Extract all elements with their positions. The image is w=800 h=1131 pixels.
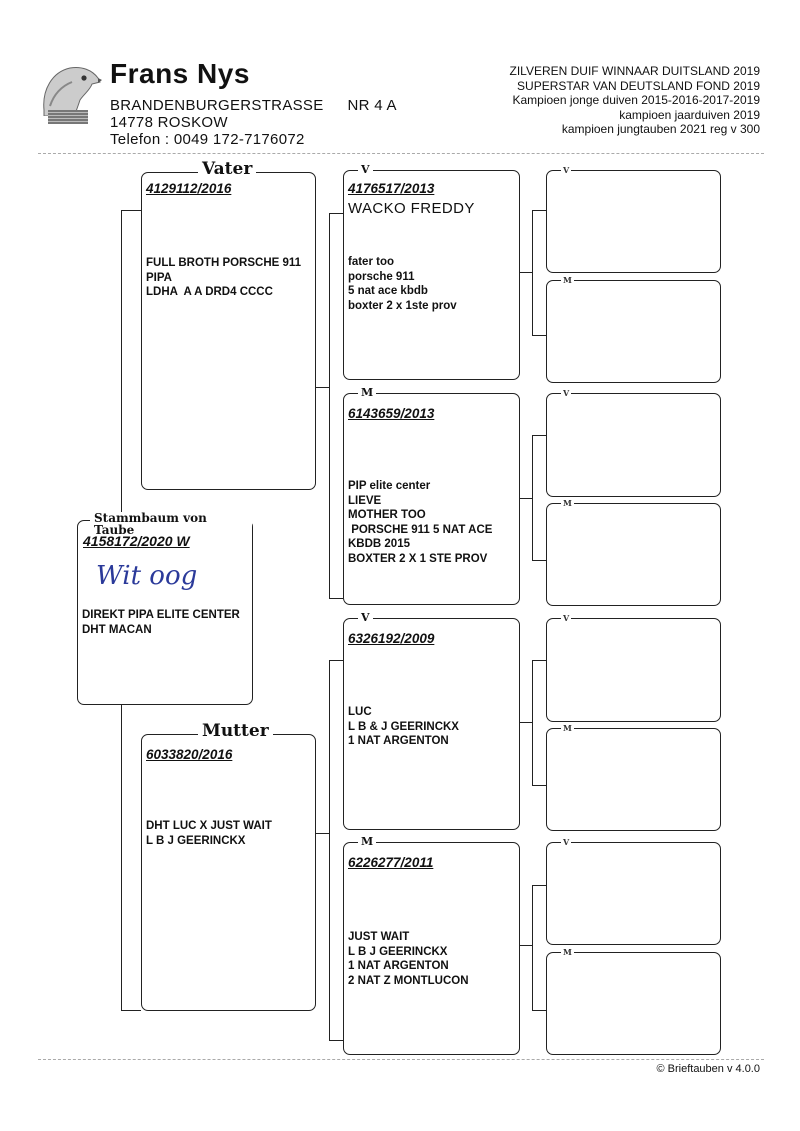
- connector-line: [329, 1040, 343, 1041]
- connector-line: [532, 435, 546, 436]
- great-grandparent-box: [546, 165, 721, 273]
- fm-ring-number: 6143659/2013: [348, 406, 435, 421]
- owner-street: [110, 97, 397, 114]
- dam-label: M: [563, 947, 572, 957]
- sire-label: V: [563, 165, 570, 175]
- sire-label: V: [563, 837, 570, 847]
- info-line: PIPA: [146, 271, 172, 284]
- ff-pigeon-name: WACKO FREDDY: [348, 200, 475, 217]
- info-line: porsche 911: [348, 270, 415, 283]
- subject-label: Stammbaum von Taube: [90, 512, 252, 536]
- great-grandparent-box: [546, 947, 721, 1055]
- info-line: MOTHER TOO: [348, 509, 426, 521]
- copyright-notice: © Brieftauben v 4.0.0: [656, 1063, 760, 1075]
- mf-ring-number: 6326192/2009: [348, 631, 435, 646]
- achievement-item: SUPERSTAR VAN DEUTSLAND FOND 2019: [517, 78, 760, 93]
- info-line: JUST WAIT: [348, 931, 410, 943]
- connector-line: [532, 660, 546, 661]
- great-grandparent-box: [546, 275, 721, 383]
- connector-line: [532, 885, 533, 1010]
- connector-line: [519, 945, 533, 946]
- info-line: L B J GEERINCKX: [348, 945, 448, 958]
- info-line: DIREKT PIPA ELITE CENTER: [82, 609, 240, 621]
- owner-city: 14778 ROSKOW: [110, 114, 228, 131]
- info-line: LIEVE: [348, 494, 382, 507]
- connector-line: [316, 387, 330, 388]
- info-line: DHT MACAN: [82, 623, 152, 636]
- connector-line: [121, 1010, 141, 1011]
- info-line: DHT LUC X JUST WAIT: [146, 820, 272, 832]
- dam-label: M: [563, 498, 572, 508]
- connector-line: [329, 660, 330, 1040]
- sire-label: V: [358, 611, 373, 624]
- connector-line: [316, 833, 330, 834]
- connector-line: [519, 272, 533, 273]
- great-grandparent-box: [546, 498, 721, 606]
- info-line: 1 NAT ARGENTON: [348, 735, 449, 747]
- dam-label: M: [563, 275, 572, 285]
- great-grandparent-box: [546, 388, 721, 497]
- info-line: KBDB 2015: [348, 538, 410, 550]
- info-line: 1 NAT ARGENTON: [348, 960, 449, 972]
- connector-line: [532, 660, 533, 785]
- info-line: LDHA A A DRD4 CCCC: [146, 286, 273, 298]
- connector-line: [121, 705, 122, 1010]
- connector-line: [532, 560, 546, 561]
- achievement-item: ZILVEREN DUIF WINNAAR DUITSLAND 2019: [509, 64, 760, 78]
- achievements-list: [440, 64, 760, 137]
- connector-line: [532, 335, 546, 336]
- connector-line: [519, 498, 533, 499]
- connector-line: [329, 598, 343, 599]
- sire-label: V: [358, 163, 373, 176]
- granddam-paternal-box: [343, 386, 520, 605]
- footer-divider: [38, 1059, 764, 1060]
- info-line: 2 NAT Z MONTLUCON: [348, 974, 469, 987]
- connector-line: [329, 660, 343, 661]
- info-line: fater too: [348, 256, 394, 268]
- connector-line: [532, 785, 546, 786]
- connector-line: [532, 210, 533, 335]
- ff-ring-number: 4176517/2013: [348, 181, 435, 196]
- father-label: Vater: [198, 161, 256, 178]
- subject-ring-number: 4158172/2020 W: [83, 533, 190, 549]
- father-box: [141, 159, 316, 490]
- mother-info: [146, 819, 272, 848]
- fm-info: [348, 479, 492, 566]
- mm-info: [348, 930, 469, 988]
- mother-ring-number: 6033820/2016: [146, 747, 233, 762]
- info-line: FULL BROTH PORSCHE 911: [146, 257, 302, 269]
- logo-bar-decoration: [48, 110, 88, 124]
- sire-label: V: [563, 613, 570, 623]
- info-line: L B J GEERINCKX: [146, 834, 246, 847]
- father-info: [146, 256, 301, 300]
- info-line: L B & J GEERINCKX: [348, 720, 459, 733]
- connector-line: [532, 435, 533, 560]
- dam-label: M: [358, 835, 376, 848]
- mother-box: [141, 721, 316, 1011]
- granddam-maternal-box: [343, 835, 520, 1055]
- subject-info: [82, 608, 240, 637]
- achievement-item: kampioen jungtauben 2021 reg v 300: [561, 122, 760, 136]
- owner-name: Frans Nys: [110, 58, 250, 89]
- achievement-item: kampioen jaarduiven 2019: [619, 107, 760, 122]
- connector-line: [532, 1010, 546, 1011]
- street-name: BRANDENBURGERSTRASSE: [110, 97, 324, 114]
- great-grandparent-box: [546, 723, 721, 831]
- ff-info: [348, 255, 457, 313]
- info-line: PORSCHE 911 5 NAT ACE: [348, 523, 493, 536]
- mother-label: Mutter: [198, 723, 273, 740]
- pigeon-head-logo-icon: [40, 60, 102, 116]
- grandsire-maternal-box: [343, 611, 520, 830]
- great-grandparent-box: [546, 837, 721, 945]
- sire-label: V: [563, 388, 570, 398]
- info-line: PIP elite center: [348, 480, 431, 492]
- info-line: LUC: [348, 706, 372, 718]
- connector-line: [329, 213, 330, 598]
- father-ring-number: 4129112/2016: [146, 181, 232, 196]
- owner-phone: Telefon : 0049 172-7176072: [110, 131, 305, 148]
- info-line: BOXTER 2 X 1 STE PROV: [348, 552, 488, 565]
- connector-line: [121, 210, 122, 520]
- connector-line: [519, 722, 533, 723]
- connector-line: [121, 210, 141, 211]
- dam-label: M: [358, 386, 376, 399]
- connector-line: [532, 210, 546, 211]
- subject-handwritten-note: Wit oog: [96, 561, 198, 591]
- mf-info: [348, 705, 459, 749]
- connector-line: [532, 885, 546, 886]
- great-grandparent-box: [546, 613, 721, 722]
- info-line: 5 nat ace kbdb: [348, 285, 428, 297]
- subject-pigeon-box: [77, 511, 253, 705]
- grandsire-paternal-box: [343, 163, 520, 380]
- connector-line: [329, 213, 343, 214]
- header-divider: [38, 153, 764, 154]
- mm-ring-number: 6226277/2011: [348, 855, 434, 870]
- dam-label: M: [563, 723, 572, 733]
- info-line: boxter 2 x 1ste prov: [348, 299, 457, 312]
- house-number: NR 4 A: [347, 97, 397, 114]
- achievement-item: Kampioen jonge duiven 2015-2016-2017-2019: [512, 93, 760, 107]
